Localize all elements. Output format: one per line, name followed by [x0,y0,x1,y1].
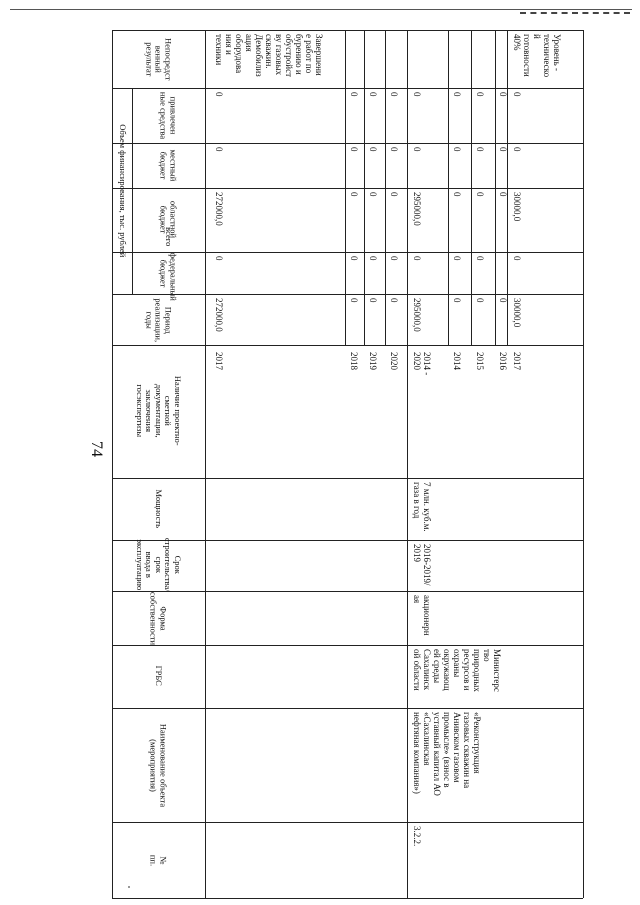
header-col-period: Период реализации, годы [144,297,174,342]
row-result: Уровень - техническо й готовности 40% [512,34,562,78]
row-local: 0 [512,147,522,152]
row-year: 2017 [512,352,522,370]
row-year: 2014 [452,352,462,370]
row-attracted: 0 [498,92,508,97]
top-dashed-line [520,12,630,14]
row-federal: 0 [452,256,462,261]
row-term: 2016-2019/ 2019 [412,544,432,586]
row-rule [364,30,365,345]
header-col-regional: областной бюджет [159,200,179,238]
row-regional: 0 [475,192,485,197]
row-federal: 0 [349,256,359,261]
row-name: «Реконструкция газовых скважин на Анивском газовом промысле» (взнос в уставный капитал АО «Сахалинская нефтяная компания») [412,712,482,796]
row-total: 0 [349,298,359,303]
row-rule [471,30,472,345]
row-attracted: 0 [349,92,359,97]
row-rule [385,30,386,345]
row-total: 0 [475,298,485,303]
column-rule [112,478,583,479]
top-border-line [10,9,632,10]
table-border [112,30,113,898]
row-attracted: 0 [512,92,522,97]
page-number: 74 [88,441,105,457]
header-col-no: № пп. [149,854,169,866]
row-total: 0 [452,298,462,303]
row-year: 2014 - 2020 [412,352,432,376]
header-col-name: Наименование объекта (мероприятия) [149,723,169,807]
row-total: 0 [368,298,378,303]
row-attracted: 0 [452,92,462,97]
row-year: 2016 [498,352,508,370]
row-rule [345,30,346,345]
header-col-local: местный бюджет [159,149,179,181]
row-local: 0 [214,147,224,152]
row-total: 0 [389,298,399,303]
header-col-grbs: ГРБС [153,665,164,686]
header-col-result: Непосредст венный результат [144,37,174,80]
row-total: 295000,0 [412,298,422,332]
row-year: 2015 [475,352,485,370]
column-rule [112,645,583,646]
row-attracted: 0 [412,92,422,97]
row-federal: 0 [512,256,522,261]
column-rule [112,591,583,592]
row-local: 0 [498,147,508,152]
row-rule [495,30,496,345]
row-result: Завершени е работ по бурению и обустройст ву газовых скважин. Демобилиз ация оборудова ния и техники [214,34,324,78]
row-local: 0 [349,147,359,152]
row-regional: 272000,0 [214,192,224,226]
row-local: 0 [452,147,462,152]
header-col-term: Срок строительства/срок ввода в эксплуатацию [134,537,183,592]
header-col-attracted: привлечен ные средства [159,91,179,139]
column-rule [112,252,583,253]
header-col-power: Мощность [153,489,164,528]
row-no: 3.2.2. [412,826,422,847]
column-rule [112,188,583,189]
scan-speck [128,886,130,888]
row-regional: 0 [498,192,508,197]
header-col-total: всего [163,227,174,247]
row-year: 2019 [368,352,378,370]
header-col-docs: Наличие проектно- сметной документации, заключения госэкспертизы [134,375,183,446]
row-local: 0 [368,147,378,152]
table-border [112,30,583,31]
row-federal: 0 [214,256,224,261]
row-local: 0 [475,147,485,152]
header-rule [205,30,206,898]
row-regional: 295000,0 [412,192,422,226]
funding-header-rule [132,88,133,294]
row-form: акционерн ая [412,595,432,636]
row-federal: 0 [475,256,485,261]
row-year: 2018 [349,352,359,370]
row-federal: 0 [412,256,422,261]
table-border [583,30,584,898]
table-border [112,898,583,899]
column-rule [112,822,583,823]
header-col-form: Форма собственности [149,591,169,645]
header-col-federal: федеральный бюджет [159,252,179,301]
row-federal: 0 [368,256,378,261]
row-regional: 0 [389,192,399,197]
row-attracted: 0 [214,92,224,97]
column-rule [112,540,583,541]
row-total: 30000,0 [512,298,522,328]
row-rule [448,30,449,345]
row-year: 2017 [214,352,224,370]
row-power: 7 млн. куб.м. газа в год [412,482,432,532]
row-grbs: Министерс тво природных ресурсов и охраны окружающ ей среды Сахалинск ой области [412,649,502,692]
row-regional: 30000,0 [512,192,522,222]
row-regional: 0 [349,192,359,197]
row-total: 272000,0 [214,298,224,332]
column-rule [112,708,583,709]
row-total: 0 [498,298,508,303]
row-local: 0 [412,147,422,152]
header-funding-title: Объем финансирования, тыс. рублей [117,124,128,258]
column-rule [112,143,583,144]
row-regional: 0 [452,192,462,197]
row-attracted: 0 [368,92,378,97]
row-attracted: 0 [389,92,399,97]
row-federal: 0 [389,256,399,261]
row-year: 2020 [389,352,399,370]
row-regional: 0 [368,192,378,197]
row-attracted: 0 [475,92,485,97]
row-local: 0 [389,147,399,152]
row-rule [407,30,408,898]
